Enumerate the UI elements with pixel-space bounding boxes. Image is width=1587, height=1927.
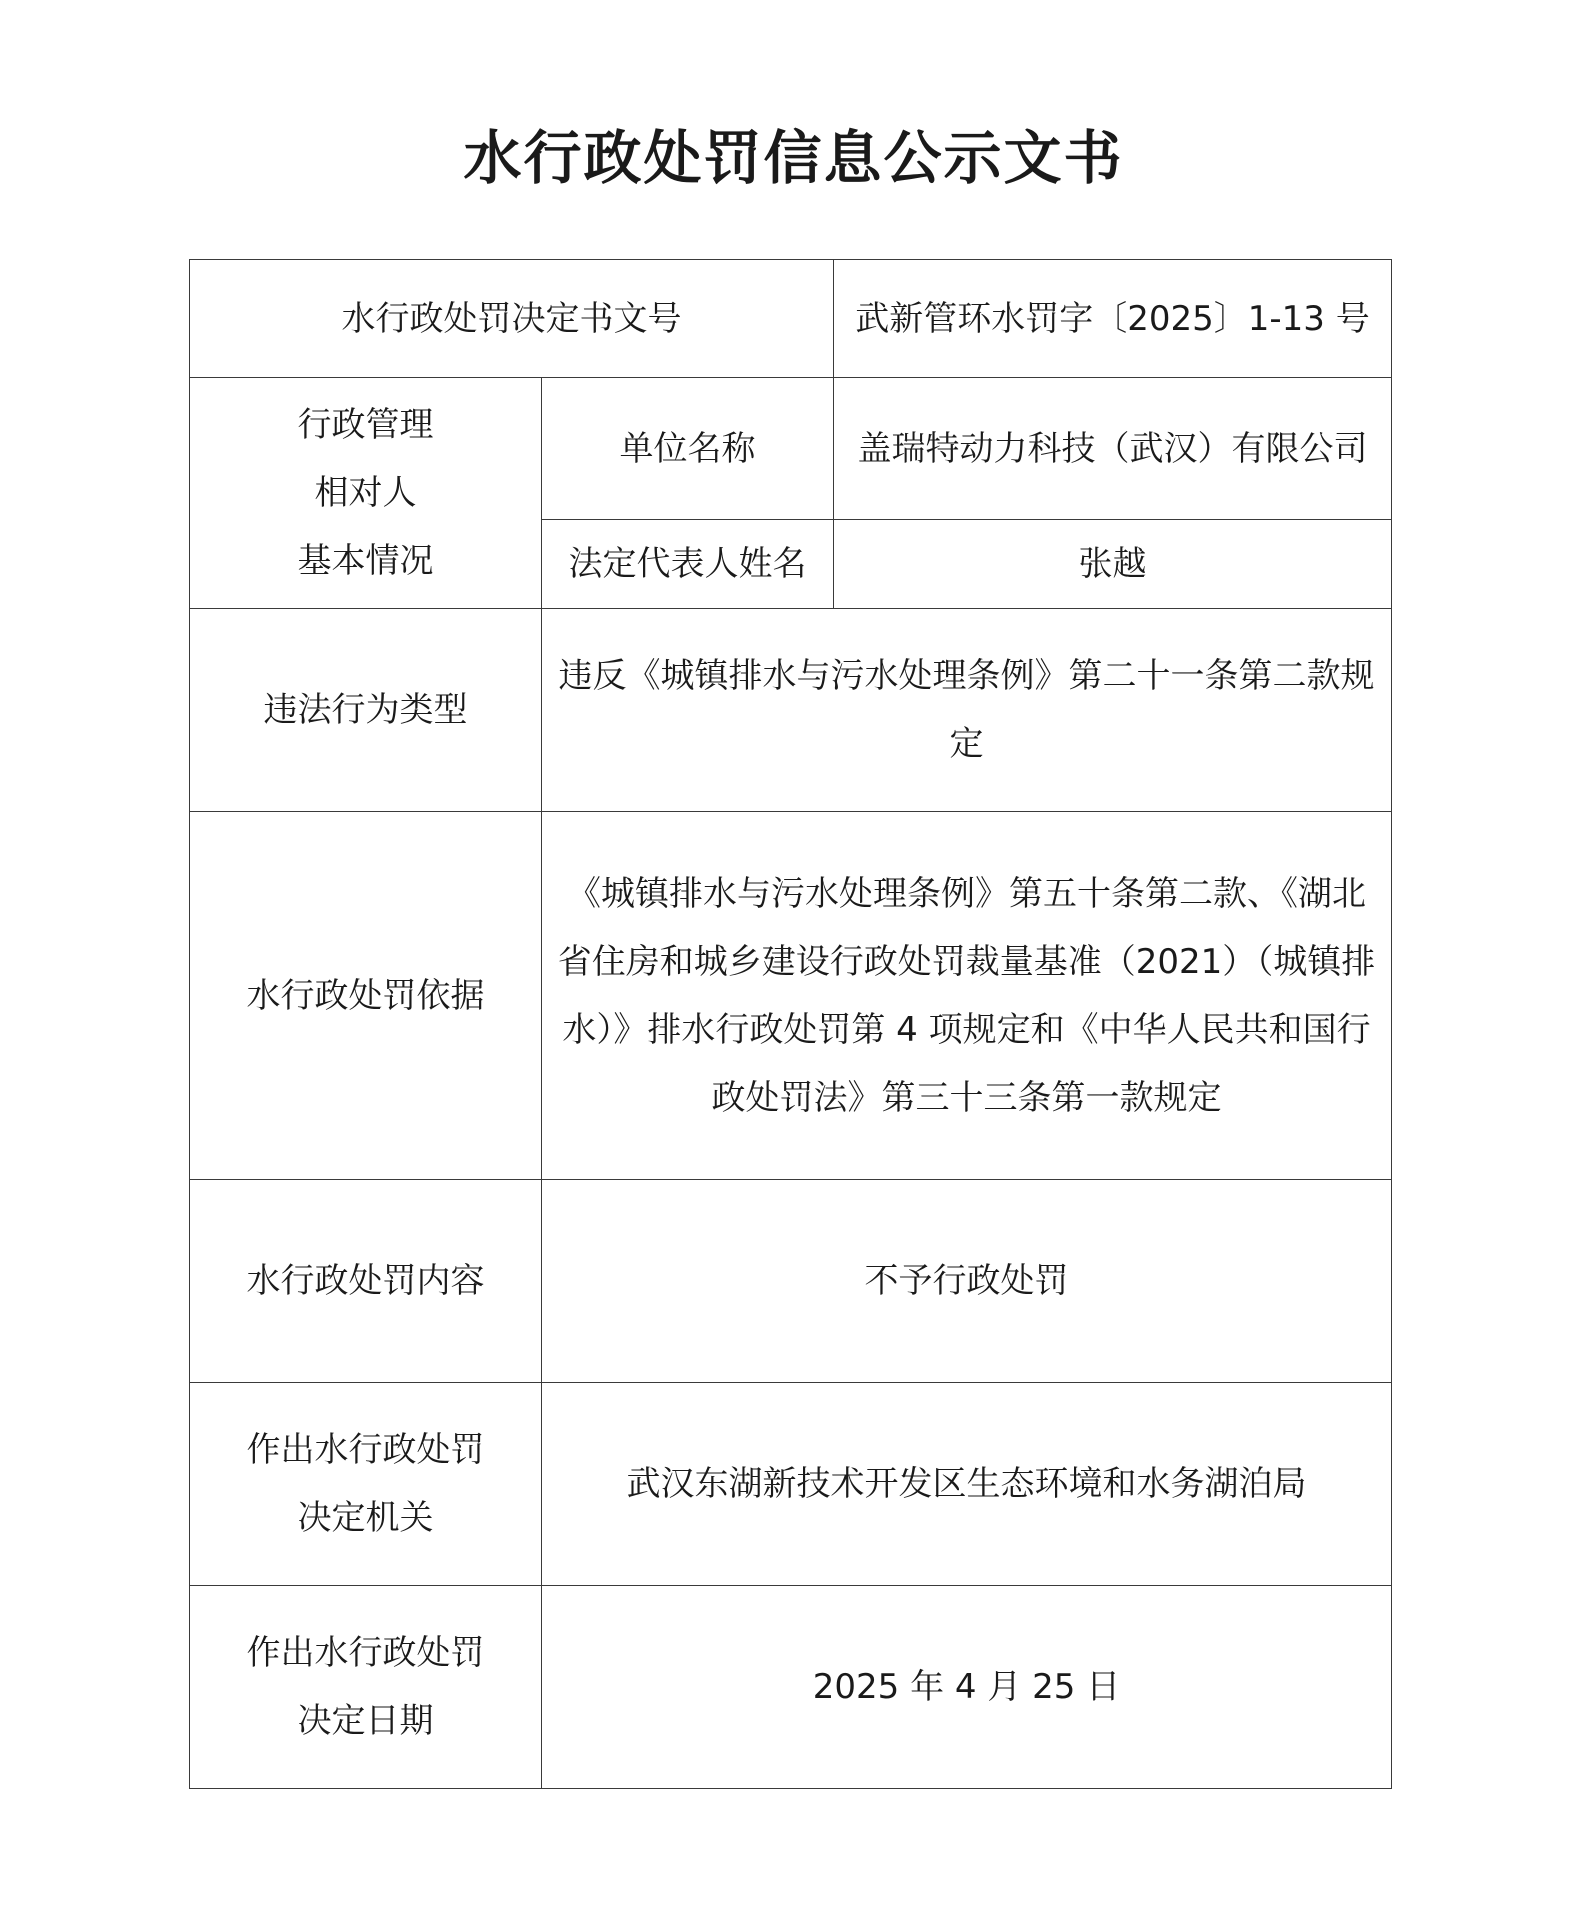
decision-date-value: 2025 年 4 月 25 日 [542, 1586, 1392, 1789]
legal-rep-value: 张越 [834, 520, 1392, 609]
table-row-violation-type [190, 609, 1392, 812]
authority-label [190, 1383, 542, 1586]
table-row-decision-date [190, 1586, 1392, 1789]
authority-label-line-1: 作出水行政处罚 [246, 1430, 485, 1470]
penalty-content-label: 水行政处罚内容 [190, 1180, 542, 1383]
table-row-penalty-content [190, 1180, 1392, 1383]
unit-name-label: 单位名称 [542, 378, 834, 520]
legal-rep-label: 法定代表人姓名 [542, 520, 834, 609]
table-row-legal-basis [190, 812, 1392, 1180]
decision-date-label-line-2: 决定日期 [297, 1701, 434, 1741]
party-info-label [190, 378, 542, 609]
authority-value: 武汉东湖新技术开发区生态环境和水务湖泊局 [542, 1383, 1392, 1586]
party-label-line-1: 行政管理 [297, 405, 434, 445]
decision-date-label-line-1: 作出水行政处罚 [246, 1633, 485, 1673]
table-row-authority [190, 1383, 1392, 1586]
violation-type-label: 违法行为类型 [190, 609, 542, 812]
decision-number-label: 水行政处罚决定书文号 [190, 260, 834, 378]
document-title: 水行政处罚信息公示文书 [463, 124, 1124, 192]
party-label-line-2: 相对人 [314, 473, 417, 513]
decision-date-label [190, 1586, 542, 1789]
legal-basis-label: 水行政处罚依据 [190, 812, 542, 1180]
violation-type-value: 违反《城镇排水与污水处理条例》第二十一条第二款规定 [542, 609, 1392, 812]
decision-number-value: 武新管环水罚字〔2025〕1-13 号 [834, 260, 1392, 378]
penalty-content-value: 不予行政处罚 [542, 1180, 1392, 1383]
unit-name-value: 盖瑞特动力科技（武汉）有限公司 [834, 378, 1392, 520]
table-row-decision-number [190, 260, 1392, 378]
authority-label-line-2: 决定机关 [297, 1498, 434, 1538]
table-row-unit-name [190, 378, 1392, 520]
party-label-line-3: 基本情况 [297, 541, 434, 581]
penalty-info-table [189, 259, 1392, 1789]
legal-basis-value: 《城镇排水与污水处理条例》第五十条第二款、《湖北省住房和城乡建设行政处罚裁量基准（2021）（城镇排水）》排水行政处罚第 4 项规定和《中华人民共和国行政处罚法》第三十三条第一款规定 [542, 812, 1392, 1180]
